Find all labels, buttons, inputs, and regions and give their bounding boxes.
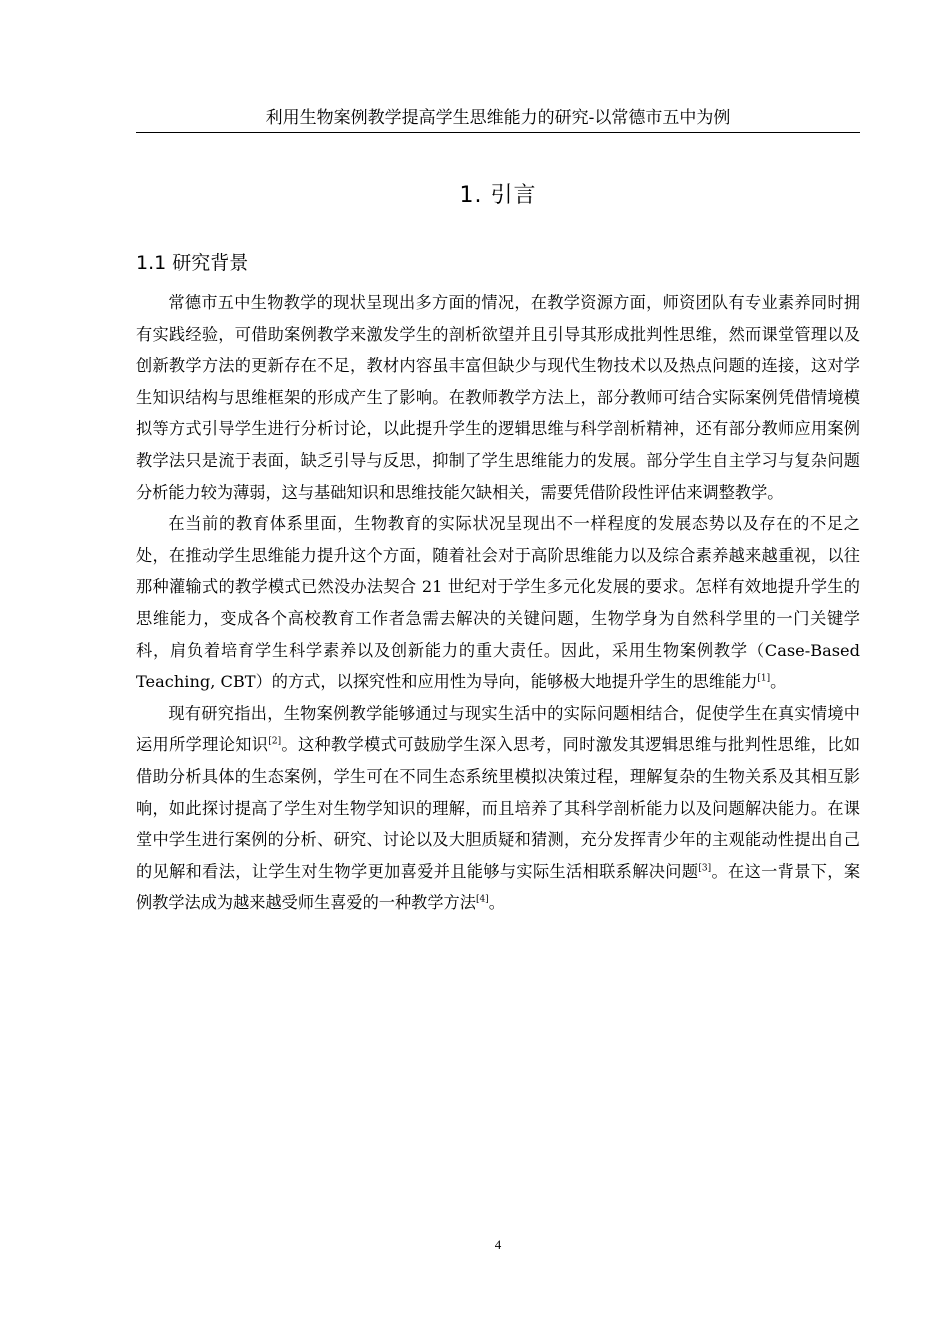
paragraph-3-part-2: 。这种教学模式可鼓励学生深入思考，同时激发其逻辑思维与批判性思维，比如借助分析具体的生态案例，学生可在不同生态系统里模拟决策过程，理解复杂的生物关系及其相互影响，如此探讨提高了学生对生物学知识的理解，而且培养了其科学剖析能力以及问题解决能力。在课堂中学生进行案例的分析、研究、讨论以及大胆质疑和猜测，充分发挥青少年的主观能动性提出自己的见解和看法，让学生对生物学更加喜爱并且能够与实际生活相联系解决问题	[136, 735, 860, 881]
running-header: 利用生物案例教学提高学生思维能力的研究-以常德市五中为例	[265, 108, 731, 128]
citation-1: [1]	[757, 673, 771, 684]
paragraph-3-part-3: 。在这一背景下，案例教学法成为越来越受师生喜爱的一种教学方法	[136, 861, 861, 913]
citation-4: [4]	[475, 894, 489, 905]
page-number: 4	[494, 1237, 502, 1252]
citation-3: [3]	[698, 863, 712, 874]
paragraph-3-part-4: 。	[488, 893, 505, 913]
section-title: 1.1 研究背景	[136, 252, 249, 274]
paragraph-2-tail: 。	[770, 672, 787, 692]
paragraph-1-text: 常德市五中生物教学的现状呈现出多方面的情况，在教学资源方面，师资团队有专业素养同时拥有实践经验，可借助案例教学来激发学生的剖析欲望并且引导其形成批判性思维，然而课堂管理以及创新教学方法的更新存在不足，教材内容虽丰富但缺少与现代生物技术以及热点问题的连接，这对学生知识结构与思维框架的形成产生了影响。在教师教学方法上，部分教师可结合实际案例凭借情境模拟等方式引导学生进行分析讨论，以此提升学生的逻辑思维与科学剖析精神，还有部分教师应用案例教学法只是流于表面，缺乏引导与反思，抑制了学生思维能力的发展。部分学生自主学习与复杂问题分析能力较为薄弱，这与基础知识和思维技能欠缺相关，需要凭借阶段性评估来调整教学。	[136, 293, 860, 502]
paragraph-3	[136, 698, 860, 919]
header-rule	[136, 132, 860, 133]
chapter-title: 1. 引言	[459, 183, 537, 208]
paragraph-1	[136, 287, 860, 508]
paragraph-3-part-1: 现有研究指出，生物案例教学能够通过与现实生活中的实际问题相结合，促使学生在真实情境中运用所学理论知识	[136, 703, 860, 755]
paragraph-2	[136, 508, 860, 698]
citation-2: [2]	[268, 737, 282, 748]
paragraph-2-text: 在当前的教育体系里面，生物教育的实际状况呈现出不一样程度的发展态势以及存在的不足之处，在推动学生思维能力提升这个方面，随着社会对于高阶思维能力以及综合素养越来越重视，以往那种灌输式的教学模式已然没办法契合 21 世纪对于学生多元化发展的要求。怎样有效地提升学生的思维能力，变成各个高校教育工作者急需去解决的关键问题，生物学身为自然科学里的一门关键学科，肩负着培育学生科学素养以及创新能力的重大责任。因此，采用生物案例教学（Case-Based Teaching, CBT）的方式，以探究性和应用性为导向，能够极大地提升学生的思维能力	[136, 514, 860, 692]
body-text	[136, 287, 860, 919]
